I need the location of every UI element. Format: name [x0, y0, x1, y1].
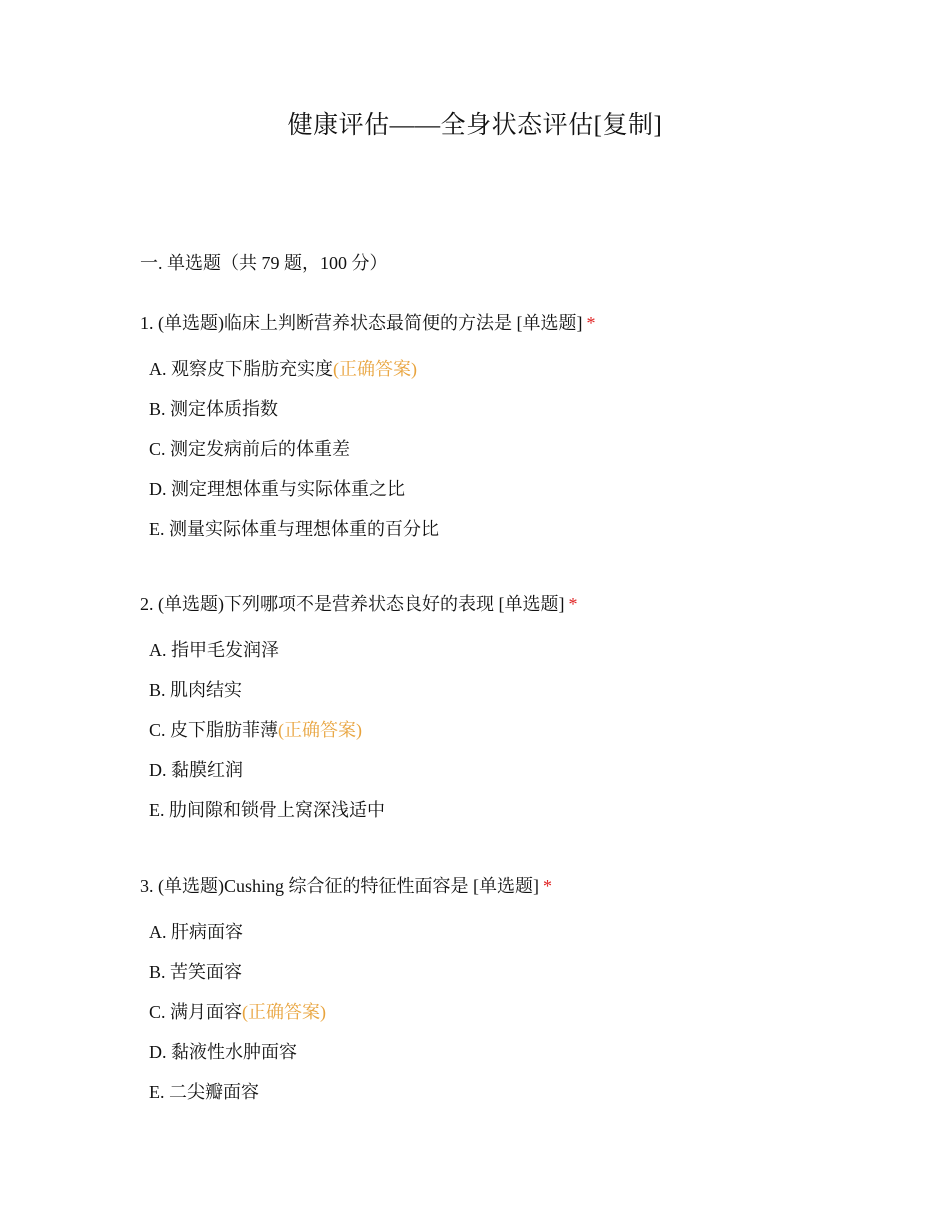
option-d[interactable] [149, 1039, 840, 1065]
correct-answer-tag: (正确答案) [333, 359, 417, 379]
option-label: A. 观察皮下脂肪充实度 [149, 359, 333, 379]
question-2 [140, 591, 840, 837]
option-c[interactable] [149, 717, 840, 743]
question-text: 2. (单选题)下列哪项不是营养状态良好的表现 [单选题] [140, 594, 565, 614]
option-e[interactable] [149, 797, 840, 823]
correct-answer-tag: (正确答案) [278, 720, 363, 740]
option-label: B. 肌肉结实 [149, 680, 243, 700]
question-stem [140, 310, 840, 336]
option-label: B. 苦笑面容 [149, 962, 243, 982]
option-label: B. 测定体质指数 [149, 399, 279, 419]
option-label: C. 皮下脂肪菲薄 [149, 720, 279, 740]
option-list [140, 919, 840, 1105]
option-label: D. 测定理想体重与实际体重之比 [149, 479, 405, 499]
required-star: * [586, 313, 596, 333]
page-title: 健康评估——全身状态评估[复制] [287, 112, 663, 139]
option-list [140, 356, 840, 542]
option-list [140, 637, 840, 823]
option-e[interactable] [149, 516, 840, 542]
option-b[interactable] [149, 959, 840, 985]
option-a[interactable] [149, 356, 840, 382]
question-text: 1. (单选题)临床上判断营养状态最简便的方法是 [单选题] [140, 313, 583, 333]
section-header: 一. 单选题（共 79 题，100 分） [140, 253, 388, 273]
option-a[interactable] [149, 919, 840, 945]
question-1 [140, 310, 840, 556]
question-stem [140, 591, 840, 617]
option-label: A. 肝病面容 [149, 922, 243, 942]
option-label: C. 满月面容 [149, 1002, 243, 1022]
option-label: D. 黏膜红润 [149, 760, 243, 780]
option-label: E. 测量实际体重与理想体重的百分比 [149, 519, 439, 539]
option-c[interactable] [149, 999, 840, 1025]
option-e[interactable] [149, 1079, 840, 1105]
option-label: C. 测定发病前后的体重差 [149, 439, 351, 459]
option-d[interactable] [149, 476, 840, 502]
option-label: D. 黏液性水肿面容 [149, 1042, 297, 1062]
required-star: * [568, 594, 578, 614]
question-3 [140, 873, 840, 1119]
option-d[interactable] [149, 757, 840, 783]
question-stem [140, 873, 840, 899]
option-label: E. 二尖瓣面容 [149, 1082, 259, 1102]
option-c[interactable] [149, 436, 840, 462]
question-text: 3. (单选题)Cushing 综合征的特征性面容是 [单选题] [140, 876, 539, 896]
option-a[interactable] [149, 637, 840, 663]
required-star: * [543, 876, 552, 896]
correct-answer-tag: (正确答案) [242, 1002, 327, 1022]
option-label: E. 肋间隙和锁骨上窝深浅适中 [149, 800, 385, 820]
option-b[interactable] [149, 396, 840, 422]
option-label: A. 指甲毛发润泽 [149, 640, 279, 660]
option-b[interactable] [149, 677, 840, 703]
